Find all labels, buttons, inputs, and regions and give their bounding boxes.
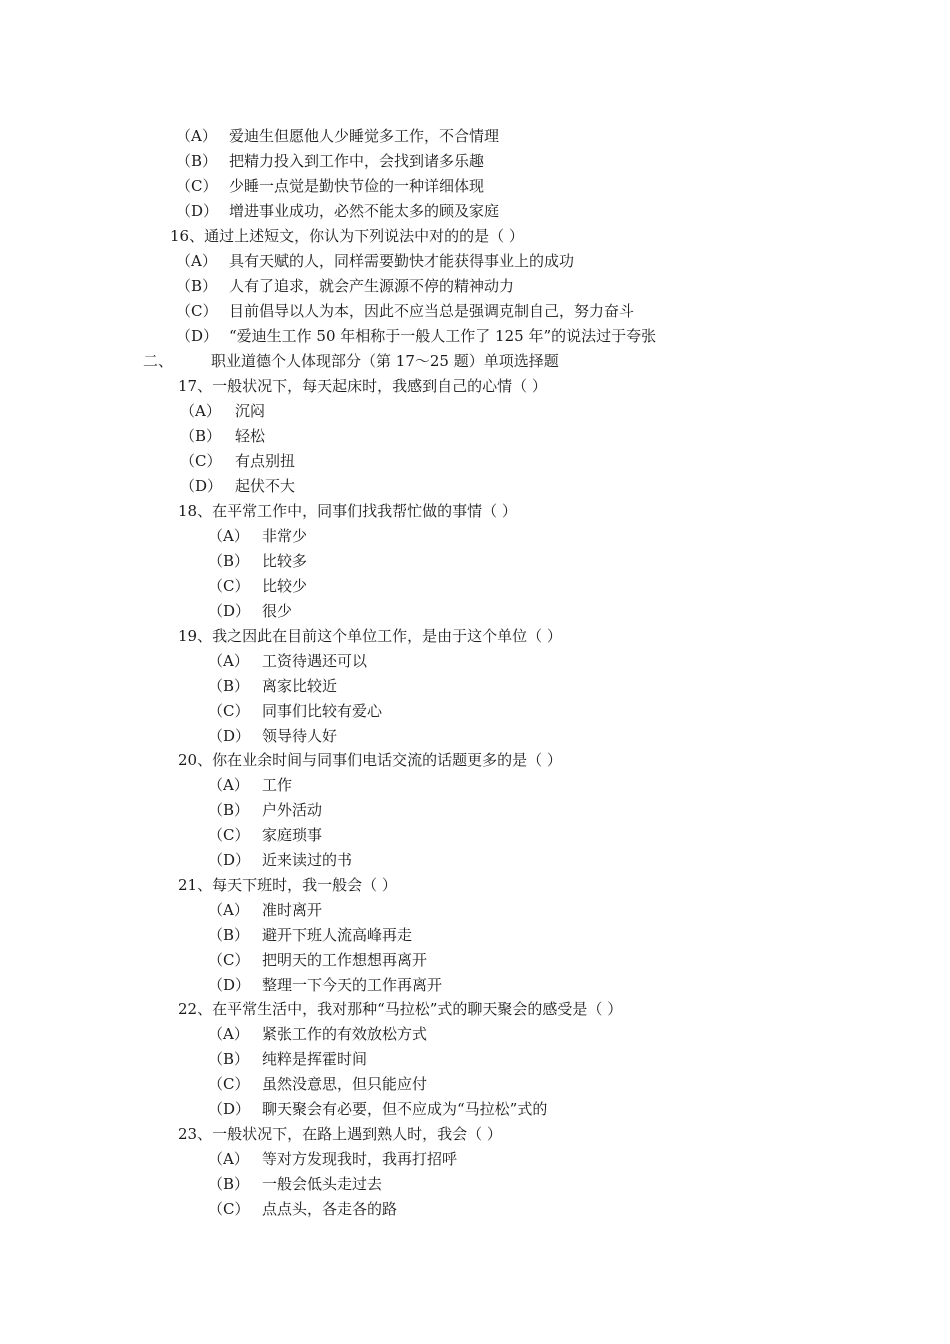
option-q17-a xyxy=(180,401,265,421)
option-q23-b xyxy=(208,1174,382,1194)
option-q18-c xyxy=(208,576,307,596)
option-mark: （C） xyxy=(208,702,250,720)
option-mark: （A） xyxy=(176,252,217,270)
option-mark: （A） xyxy=(208,1150,249,1168)
option-text: 目前倡导以人为本，因此不应当总是强调克制自己，努力奋斗 xyxy=(229,302,635,320)
option-mark: （A） xyxy=(208,652,249,670)
option-text: 整理一下今天的工作再离开 xyxy=(262,976,443,994)
option-q15-b xyxy=(176,151,484,171)
option-mark: （D） xyxy=(180,477,223,495)
option-text: 聊天聚会有必要，但不应成为“马拉松”式的 xyxy=(262,1100,548,1118)
option-q22-c xyxy=(208,1074,427,1094)
option-text: 离家比较近 xyxy=(262,677,338,695)
option-q20-b xyxy=(208,800,322,820)
option-q22-a xyxy=(208,1024,427,1044)
option-mark: （D） xyxy=(176,202,219,220)
option-text: 户外活动 xyxy=(262,801,323,819)
option-mark: （B） xyxy=(208,552,250,570)
option-q19-a xyxy=(208,651,367,671)
option-text: 避开下班人流高峰再走 xyxy=(262,926,413,944)
option-q16-d xyxy=(176,326,656,346)
option-q19-d xyxy=(208,726,337,746)
option-mark: （B） xyxy=(208,926,250,944)
option-text: 增进事业成功，必然不能太多的顾及家庭 xyxy=(229,202,500,220)
option-text: 非常少 xyxy=(262,527,308,545)
option-q16-c xyxy=(176,301,634,321)
option-mark: （B） xyxy=(208,1175,250,1193)
option-text: 紧张工作的有效放松方式 xyxy=(262,1025,428,1043)
option-mark: （D） xyxy=(208,851,251,869)
option-text: 工资待遇还可以 xyxy=(262,652,368,670)
option-text: 有点别扭 xyxy=(235,452,296,470)
option-q22-d xyxy=(208,1099,547,1119)
section-title: 职业道德个人体现部分（第 17～25 题）单项选择题 xyxy=(211,352,559,370)
option-text: 具有天赋的人，同样需要勤快才能获得事业上的成功 xyxy=(229,252,575,270)
option-text: 把精力投入到工作中，会找到诸多乐趣 xyxy=(229,152,485,170)
option-mark: （B） xyxy=(208,1050,250,1068)
option-text: 比较少 xyxy=(262,577,308,595)
option-mark: （C） xyxy=(208,826,250,844)
option-q21-a xyxy=(208,900,322,920)
option-text: 同事们比较有爱心 xyxy=(262,702,383,720)
option-mark: （D） xyxy=(208,1100,251,1118)
option-mark: （C） xyxy=(208,1075,250,1093)
option-mark: （B） xyxy=(208,801,250,819)
question-17: 17、一般状况下，每天起床时，我感到自己的心情（ ） xyxy=(178,377,547,395)
option-q17-d xyxy=(180,476,295,496)
question-18: 18、在平常工作中，同事们找我帮忙做的事情（ ） xyxy=(178,502,517,520)
option-text: 爱迪生但愿他人少睡觉多工作，不合情理 xyxy=(229,127,500,145)
option-mark: （B） xyxy=(176,277,218,295)
question-21: 21、每天下班时，我一般会（ ） xyxy=(178,876,397,894)
option-q21-d xyxy=(208,975,442,995)
question-22: 22、在平常生活中，我对那种“马拉松”式的聊天聚会的感受是（ ） xyxy=(178,1000,623,1018)
option-text: “爱迪生工作 50 年相称于一般人工作了 125 年”的说法过于夸张 xyxy=(229,327,657,345)
option-mark: （C） xyxy=(180,452,222,470)
option-mark: （C） xyxy=(176,302,218,320)
option-q15-d xyxy=(176,201,499,221)
section-heading xyxy=(143,351,559,371)
question-23: 23、一般状况下，在路上遇到熟人时，我会（ ） xyxy=(178,1125,502,1143)
option-q18-a xyxy=(208,526,307,546)
option-mark: （A） xyxy=(208,901,249,919)
option-text: 点点头，各走各的路 xyxy=(262,1200,398,1218)
option-text: 等对方发现我时，我再打招呼 xyxy=(262,1150,458,1168)
option-q20-a xyxy=(208,775,292,795)
option-text: 家庭琐事 xyxy=(262,826,323,844)
option-text: 把明天的工作想想再离开 xyxy=(262,951,428,969)
option-q23-a xyxy=(208,1149,457,1169)
option-mark: （B） xyxy=(180,427,222,445)
option-mark: （A） xyxy=(208,776,249,794)
option-text: 纯粹是挥霍时间 xyxy=(262,1050,368,1068)
option-mark: （D） xyxy=(208,727,251,745)
option-mark: （A） xyxy=(180,402,221,420)
section-number: 二、 xyxy=(143,352,174,370)
option-mark: （A） xyxy=(208,1025,249,1043)
option-text: 很少 xyxy=(262,602,293,620)
question-20: 20、你在业余时间与同事们电话交流的话题更多的是（ ） xyxy=(178,751,562,769)
option-q20-d xyxy=(208,850,352,870)
option-q19-b xyxy=(208,676,337,696)
option-text: 一般会低头走过去 xyxy=(262,1175,383,1193)
option-mark: （A） xyxy=(176,127,217,145)
option-text: 近来读过的书 xyxy=(262,851,353,869)
option-q16-b xyxy=(176,276,514,296)
option-mark: （A） xyxy=(208,527,249,545)
option-text: 准时离开 xyxy=(262,901,323,919)
option-text: 少睡一点觉是勤快节俭的一种详细体现 xyxy=(229,177,485,195)
option-text: 工作 xyxy=(262,776,293,794)
option-text: 沉闷 xyxy=(235,402,266,420)
option-mark: （D） xyxy=(208,976,251,994)
option-q21-c xyxy=(208,950,427,970)
option-q17-c xyxy=(180,451,295,471)
option-text: 人有了追求，就会产生源源不停的精神动力 xyxy=(229,277,515,295)
option-q19-c xyxy=(208,701,382,721)
option-q18-b xyxy=(208,551,307,571)
option-mark: （C） xyxy=(176,177,218,195)
option-q20-c xyxy=(208,825,322,845)
option-q23-c xyxy=(208,1199,397,1219)
option-mark: （C） xyxy=(208,577,250,595)
option-q21-b xyxy=(208,925,412,945)
option-mark: （C） xyxy=(208,951,250,969)
option-mark: （C） xyxy=(208,1200,250,1218)
option-mark: （B） xyxy=(176,152,218,170)
option-mark: （B） xyxy=(208,677,250,695)
option-text: 比较多 xyxy=(262,552,308,570)
option-text: 领导待人好 xyxy=(262,727,338,745)
option-mark: （D） xyxy=(208,602,251,620)
option-q22-b xyxy=(208,1049,367,1069)
option-text: 虽然没意思，但只能应付 xyxy=(262,1075,428,1093)
question-16: 16、通过上述短文，你认为下列说法中对的的是（ ） xyxy=(170,227,524,245)
option-q17-b xyxy=(180,426,265,446)
option-mark: （D） xyxy=(176,327,219,345)
option-q15-a xyxy=(176,126,499,146)
option-text: 起伏不大 xyxy=(235,477,296,495)
option-q18-d xyxy=(208,601,292,621)
option-text: 轻松 xyxy=(235,427,266,445)
question-19: 19、我之因此在目前这个单位工作，是由于这个单位（ ） xyxy=(178,627,562,645)
option-q15-c xyxy=(176,176,484,196)
option-q16-a xyxy=(176,251,574,271)
